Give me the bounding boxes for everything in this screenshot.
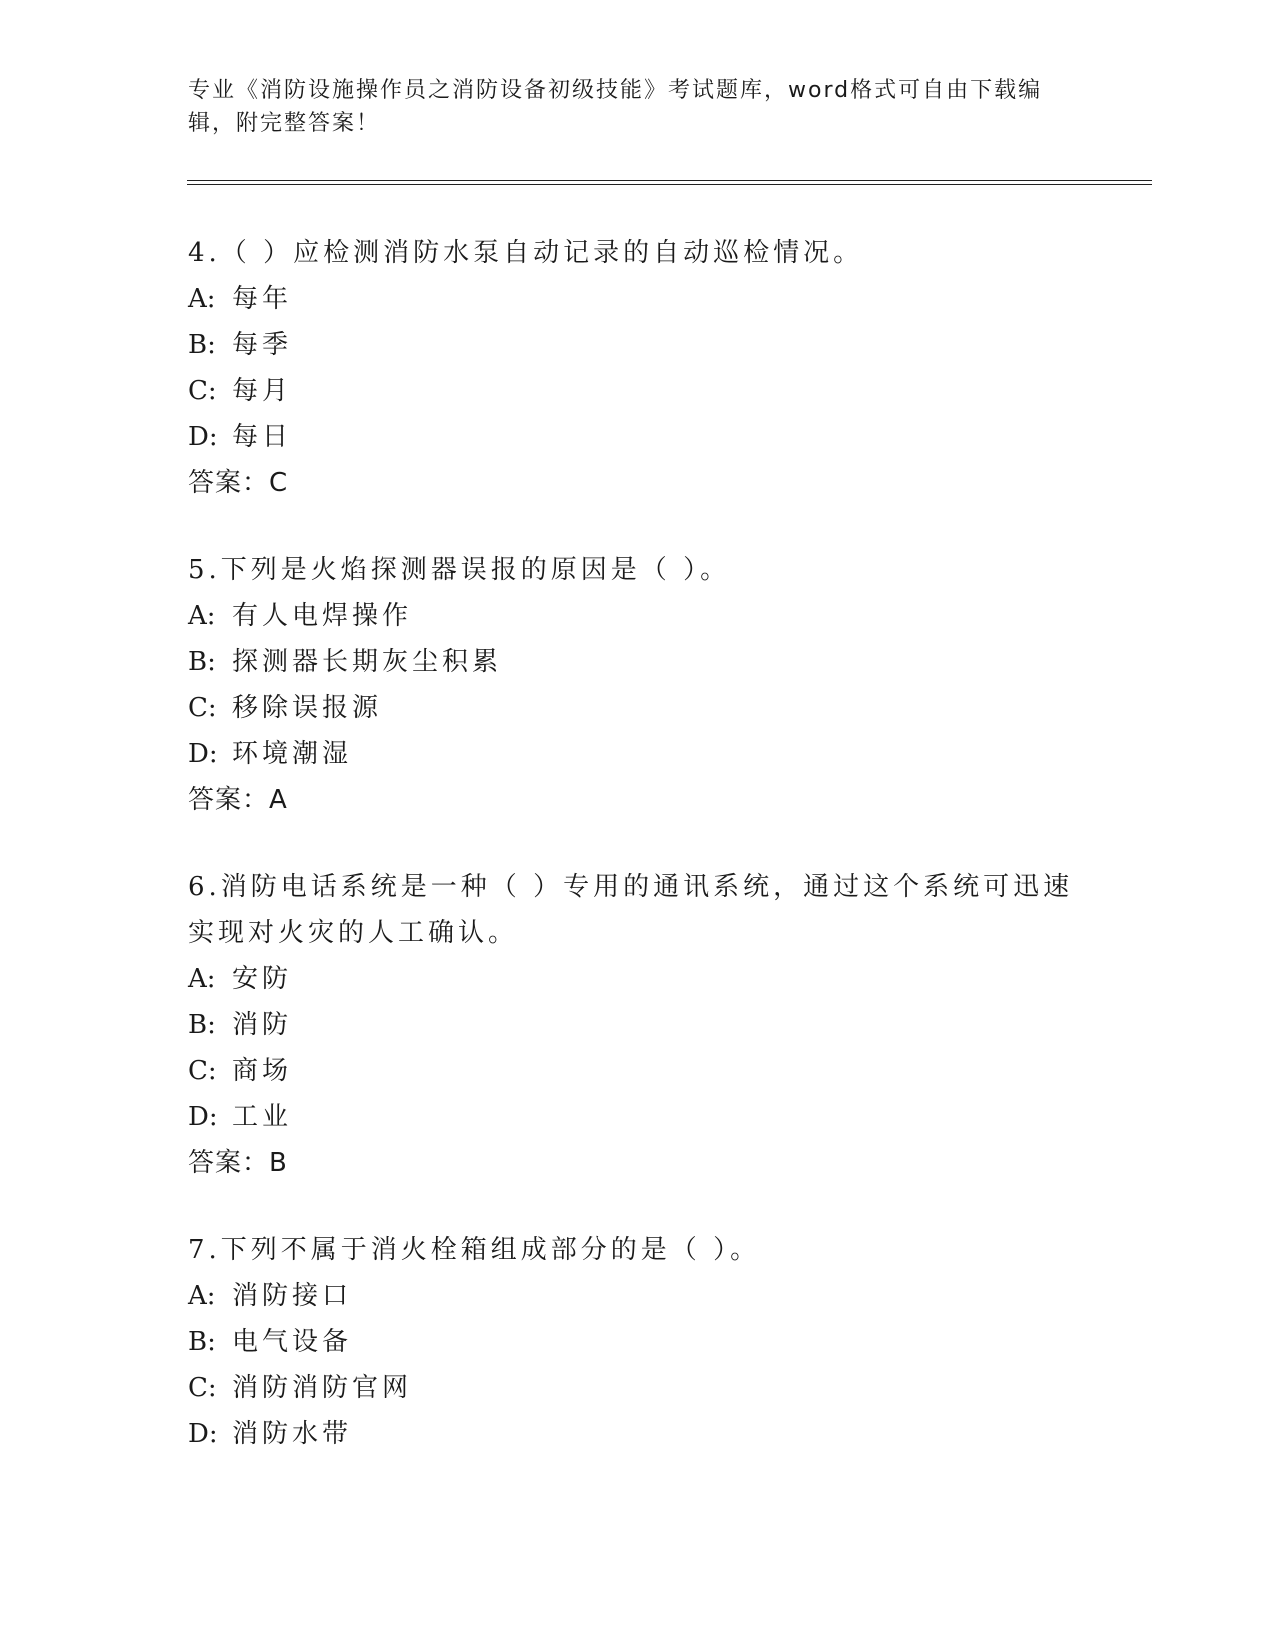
option-b xyxy=(188,639,1088,685)
question-4 xyxy=(188,230,1088,506)
option-text: 消防接口 xyxy=(232,1281,353,1311)
option-d xyxy=(188,1094,1088,1140)
option-text: 工业 xyxy=(232,1102,293,1132)
option-letter: A: xyxy=(188,284,216,314)
option-letter: B: xyxy=(188,1010,216,1040)
option-text: 商场 xyxy=(232,1056,293,1086)
document-header: 专业《消防设施操作员之消防设备初级技能》考试题库，word格式可自由下载编辑，附完整答案！ xyxy=(188,78,1043,136)
option-text: 每年 xyxy=(232,284,293,314)
question-text: 7.下列不属于消火栓箱组成部分的是（ ）。 xyxy=(188,1235,761,1265)
option-letter: D: xyxy=(188,1419,218,1449)
option-d xyxy=(188,414,1088,460)
option-text: 每季 xyxy=(232,330,293,360)
header-rule-top xyxy=(187,180,1152,181)
option-text: 每日 xyxy=(232,422,293,452)
option-a xyxy=(188,956,1088,1002)
header-rule-bottom xyxy=(187,184,1152,185)
answer: 答案：C xyxy=(188,468,289,498)
option-text: 消防消防官网 xyxy=(232,1373,413,1403)
option-a xyxy=(188,593,1088,639)
option-text: 环境潮湿 xyxy=(232,739,353,769)
option-d xyxy=(188,1411,1088,1457)
question-text: 4.（ ）应检测消防水泵自动记录的自动巡检情况。 xyxy=(188,238,864,268)
option-letter: C: xyxy=(188,693,217,723)
option-c xyxy=(188,685,1088,731)
option-text: 消防 xyxy=(232,1010,293,1040)
option-a xyxy=(188,1273,1088,1319)
question-list xyxy=(188,230,1088,1498)
option-letter: D: xyxy=(188,422,218,452)
option-c xyxy=(188,1048,1088,1094)
option-c xyxy=(188,1365,1088,1411)
option-b xyxy=(188,322,1088,368)
option-text: 消防水带 xyxy=(232,1419,353,1449)
option-text: 安防 xyxy=(232,964,293,994)
option-b xyxy=(188,1002,1088,1048)
option-a xyxy=(188,276,1088,322)
option-letter: B: xyxy=(188,330,216,360)
question-5 xyxy=(188,547,1088,823)
option-text: 每月 xyxy=(232,376,293,406)
option-text: 电气设备 xyxy=(232,1327,353,1357)
option-letter: D: xyxy=(188,1102,218,1132)
option-letter: C: xyxy=(188,1373,217,1403)
option-c xyxy=(188,368,1088,414)
option-text: 探测器长期灰尘积累 xyxy=(232,647,503,677)
option-letter: C: xyxy=(188,376,217,406)
question-text: 5.下列是火焰探测器误报的原因是（ ）。 xyxy=(188,555,731,585)
question-text: 6.消防电话系统是一种（ ）专用的通讯系统，通过这个系统可迅速实现对火灾的人工确认。 xyxy=(188,872,1074,948)
answer: 答案：B xyxy=(188,1148,288,1178)
answer: 答案：A xyxy=(188,785,288,815)
option-letter: B: xyxy=(188,647,216,677)
option-text: 移除误报源 xyxy=(232,693,383,723)
option-letter: A: xyxy=(188,601,216,631)
option-letter: A: xyxy=(188,964,216,994)
option-letter: D: xyxy=(188,739,218,769)
option-text: 有人电焊操作 xyxy=(232,601,413,631)
question-6 xyxy=(188,864,1088,1186)
option-letter: A: xyxy=(188,1281,216,1311)
option-letter: C: xyxy=(188,1056,217,1086)
option-b xyxy=(188,1319,1088,1365)
question-7 xyxy=(188,1227,1088,1457)
option-letter: B: xyxy=(188,1327,216,1357)
option-d xyxy=(188,731,1088,777)
